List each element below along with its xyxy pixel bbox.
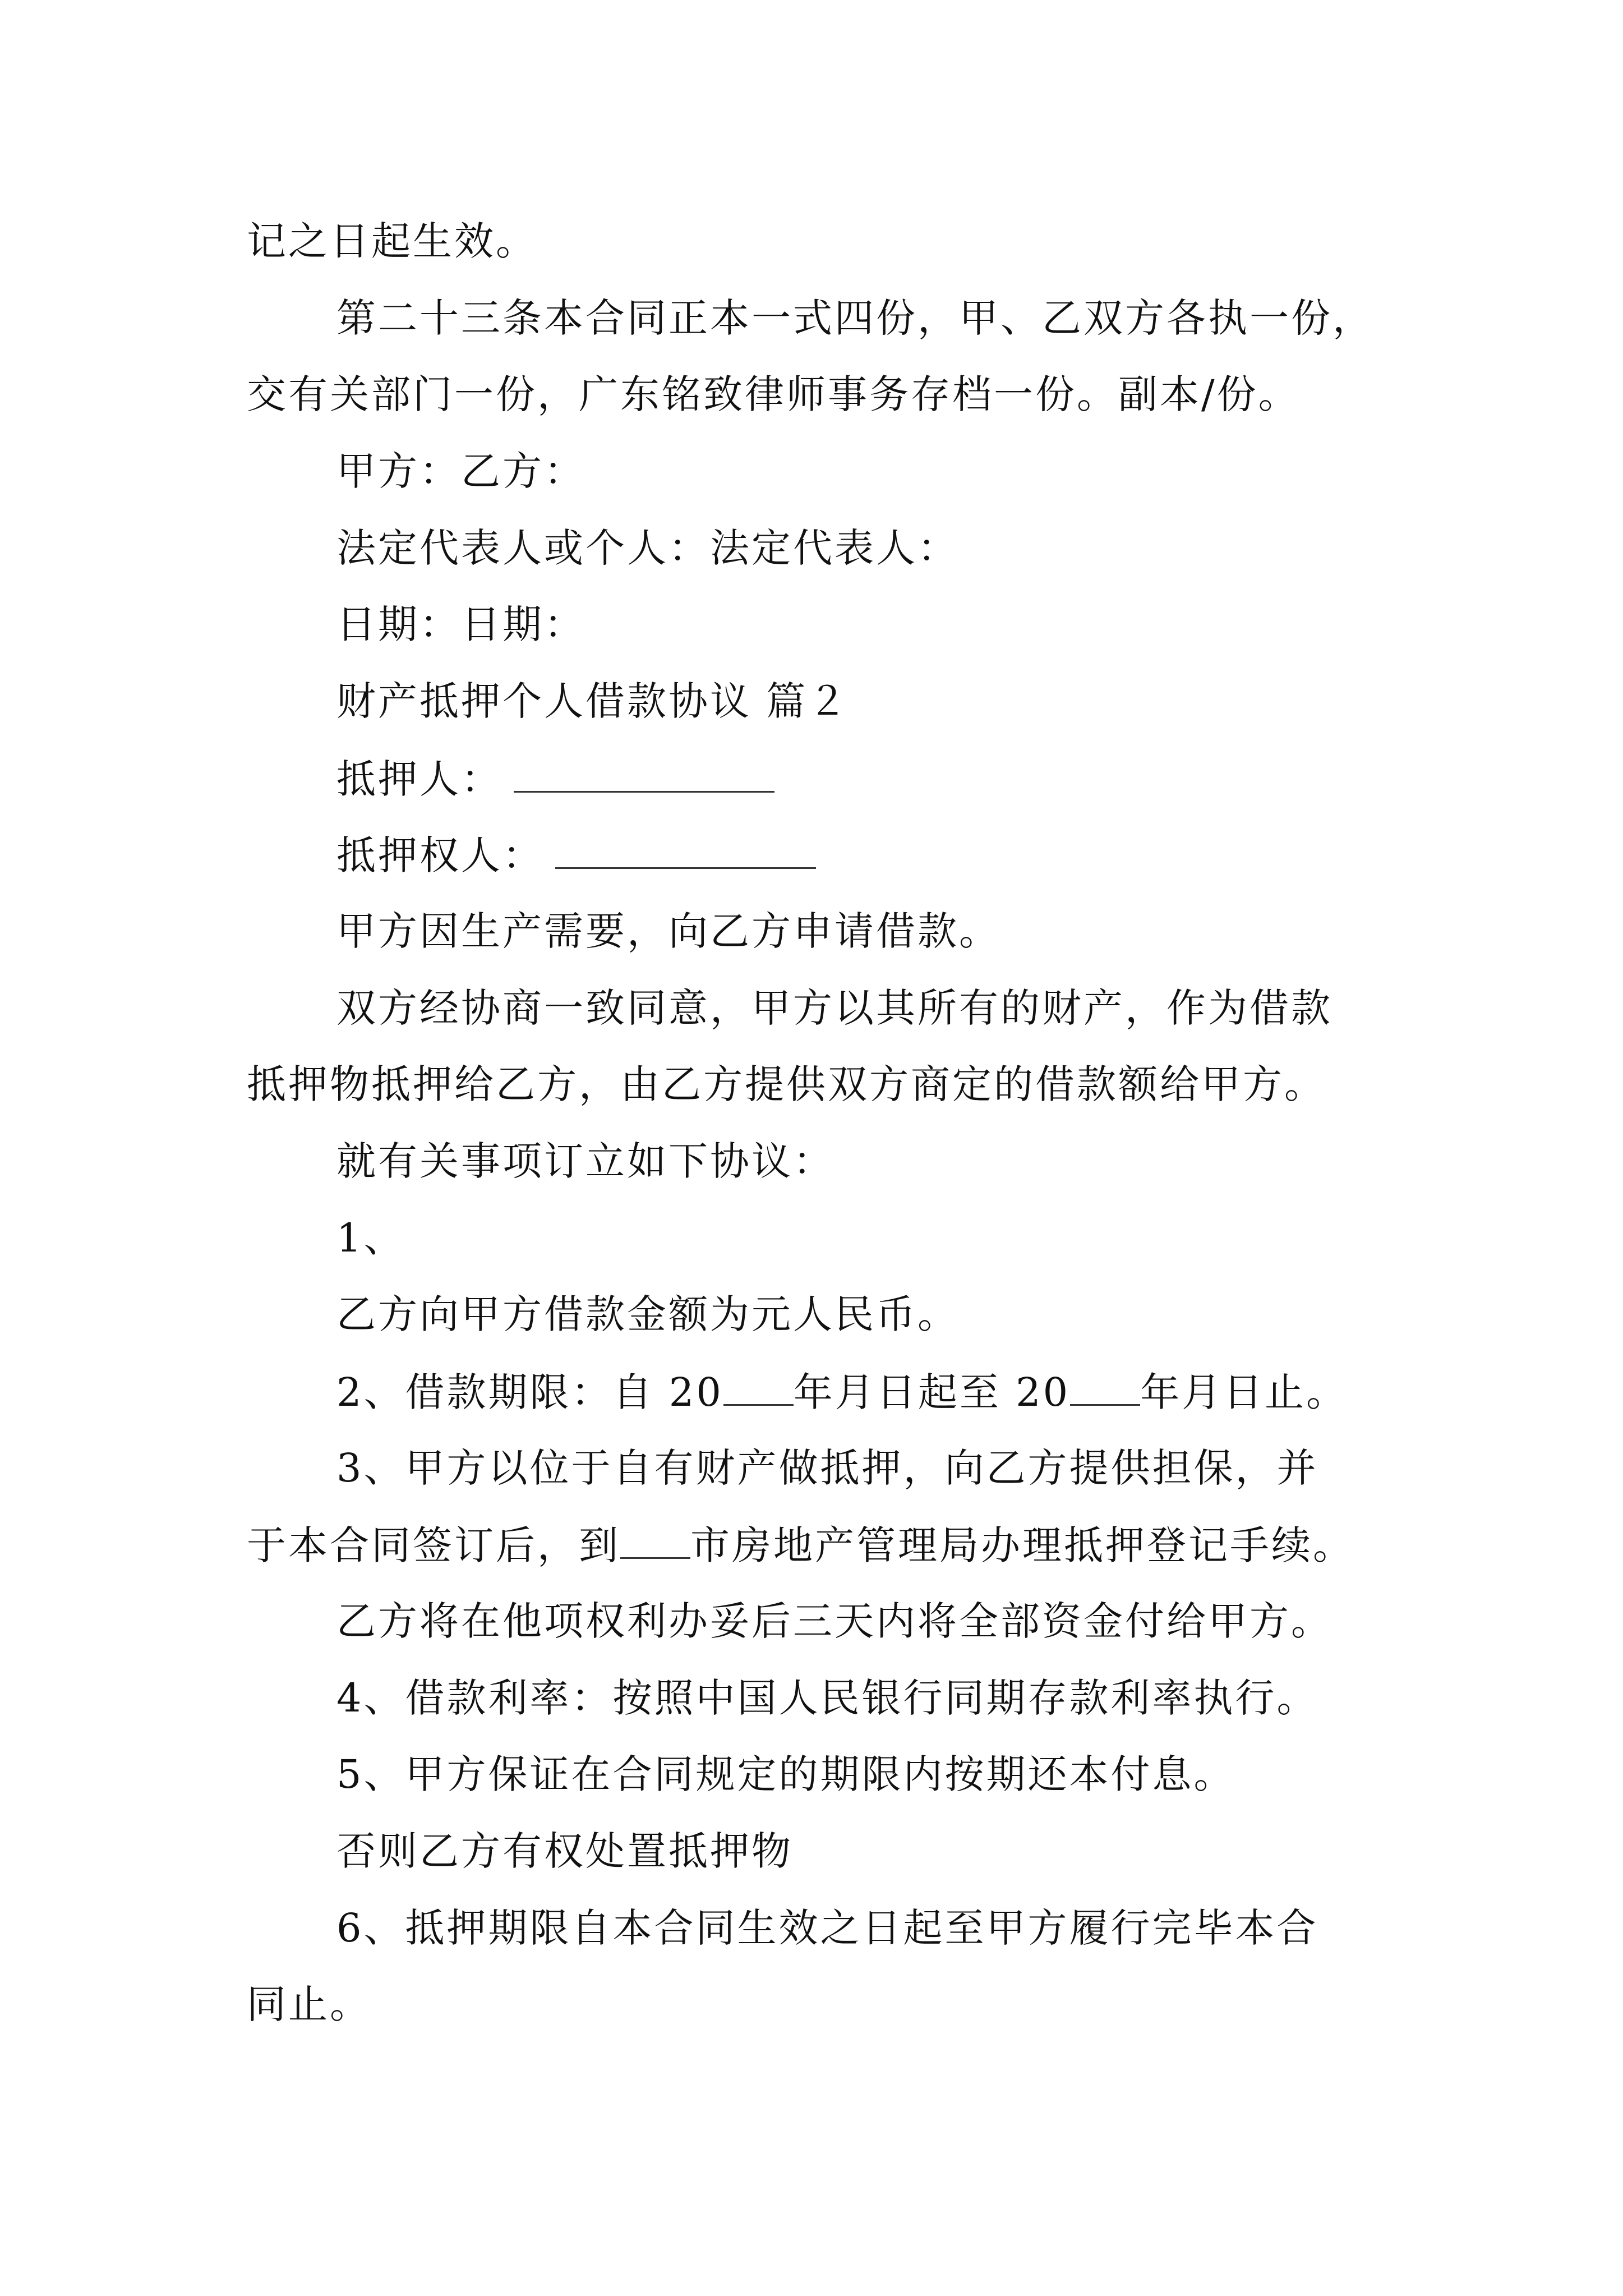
text-line-2: 第二十三条本合同正本一式四份，甲、乙双方各执一份， [336,295,1374,341]
text-line-13: 就有关事项订立如下协议： [336,1138,834,1184]
clause-1-text: 乙方向甲方借款金额为元人民币。 [336,1291,959,1337]
clause-2-part-b: 年月日起至 20 [793,1369,1071,1415]
section-title: 财产抵押个人借款协议 篇２ [336,678,850,724]
text-line-19: 乙方将在他项权利办妥后三天内将全部资金付给甲方。 [336,1598,1332,1644]
clause-6-line-1: 6、抵押期限自本合同生效之日起至甲方履行完毕本合 [336,1905,1318,1951]
city-blank [620,1525,690,1559]
clause-2-part-c: 年月日止。 [1140,1369,1348,1415]
mortgagee-blank [555,835,816,869]
date-line: 日期：日期： [336,601,585,647]
mortgagor-label: 抵押人： [336,756,502,802]
clause-3-part-a: 于本合同签订后，到 [247,1522,620,1568]
clause-2-line [336,1369,1348,1415]
text-line-11: 双方经协商一致同意，甲方以其所有的财产，作为借款 [336,985,1332,1031]
mortgagee-label: 抵押权人： [336,832,544,878]
party-line: 甲方：乙方： [336,448,585,494]
year-blank-1 [723,1372,794,1406]
clause-2-part-a: 2、借款期限：自 20 [336,1369,723,1415]
clause-1-number: 1、 [336,1215,405,1261]
clause-5-line: 5、甲方保证在合同规定的期限内按期还本付息。 [336,1751,1235,1797]
year-blank-2 [1070,1372,1140,1406]
mortgagor-line [336,756,774,802]
clause-6-line-2: 同止。 [247,1981,371,2027]
text-line-1: 记之日起生效。 [247,218,537,264]
text-line-12: 抵押物抵押给乙方，由乙方提供双方商定的借款额给甲方。 [247,1061,1326,1107]
representative-line: 法定代表人或个人：法定代表人： [336,525,959,571]
text-line-3: 交有关部门一份，广东铭致律师事务存档一份。副本/份。 [247,371,1300,417]
clause-3-line-2 [247,1522,1354,1568]
clause-3-line-1: 3、甲方以位于自有财产做抵押，向乙方提供担保，并 [336,1445,1318,1491]
mortgagor-blank [514,758,774,793]
clause-3-part-b: 市房地产管理局办理抵押登记手续。 [690,1522,1354,1568]
text-line-22: 否则乙方有权处置抵押物 [336,1828,793,1874]
text-line-10: 甲方因生产需要，向乙方申请借款。 [336,908,1000,954]
mortgagee-line [336,832,816,878]
clause-4-line: 4、借款利率：按照中国人民银行同期存款利率执行。 [336,1675,1318,1721]
